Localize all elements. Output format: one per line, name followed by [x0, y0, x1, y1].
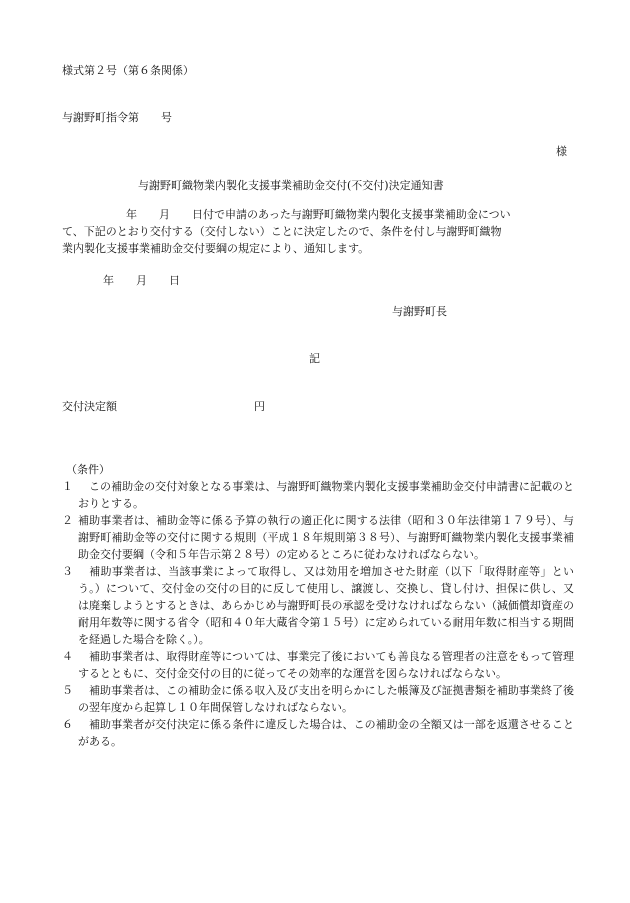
amount-row — [62, 398, 265, 415]
condition-text: 補助事業者は、この補助金に係る収入及び支出を明らかにした帳簿及び証拠書類を補助事業終了後の翌年度から起算し１０年間保管しなければならない。 — [78, 684, 574, 714]
condition-number: １ — [62, 480, 73, 493]
reference-number — [62, 109, 172, 126]
document-title: 与謝野町織物業内製化支援事業補助金交付(不交付)決定通知書 — [138, 179, 444, 192]
date-year: 年 — [103, 274, 114, 287]
condition-item — [62, 716, 574, 750]
body-line-1 — [62, 206, 574, 223]
condition-text: 補助事業者は、当該事業によって取得し、又は効用を増加させた財産（以下「取得財産等」という。）について、交付金の交付の目的に反して使用し、譲渡し、交換し、貸し付け、担保に供し、又は廃棄しようとするときは、あらかじめ与謝野町長の承認を受けなければならない（減価償却資産の耐用年数等に関する省令（昭和４０年大蔵省令第１５号）に定められている耐用年数に相当する期間を経過した場合を除く。）。 — [78, 565, 574, 646]
form-number: 様式第２号（第６条関係） — [62, 64, 194, 77]
condition-number: ２ — [62, 514, 73, 527]
body-month-label: 月 — [159, 208, 170, 221]
date-month: 月 — [136, 274, 147, 287]
body-line-3: 業内製化支援事業補助金交付要綱の規定により、通知します。 — [62, 242, 370, 255]
amount-unit: 円 — [254, 400, 265, 413]
condition-number: ５ — [62, 684, 73, 697]
reference-prefix: 与謝野町指令第 — [62, 111, 139, 124]
condition-number: ４ — [62, 650, 73, 663]
reference-suffix: 号 — [161, 111, 172, 124]
body-paragraph — [62, 206, 574, 257]
conditions-section — [62, 461, 574, 750]
issuer: 与謝野町長 — [392, 305, 447, 318]
condition-item — [62, 648, 574, 682]
condition-text: 補助事業者が交付決定に係る条件に違反した場合は、この補助金の全額又は一部を返還させることがある。 — [78, 718, 574, 748]
condition-item — [62, 478, 574, 512]
addressee-honorific: 様 — [556, 145, 567, 158]
amount-label: 交付決定額 — [62, 400, 117, 413]
conditions-heading: （条件） — [66, 463, 110, 476]
ki-label: 記 — [309, 352, 320, 365]
date-day: 日 — [169, 274, 180, 287]
condition-number: ６ — [62, 718, 73, 731]
notice-date — [103, 272, 180, 289]
condition-item — [62, 682, 574, 716]
body-lead: 日付で申請のあった与謝野町織物業内製化支援事業補助金につい — [192, 208, 511, 221]
condition-number: ３ — [62, 565, 73, 578]
body-line-2: て、下記のとおり交付する（交付しない）ことに決定したので、条件を付し与謝野町織物 — [62, 225, 502, 238]
condition-text: 補助事業者は、補助金等に係る予算の執行の適正化に関する法律（昭和３０年法律第１７９号）、与謝野町補助金等の交付に関する規則（平成１８年規則第３８号）、与謝野町織物業内製化支援事業補助金交付要綱（令和５年告示第２８号）の定めるところに従わなければならない。 — [78, 514, 574, 561]
condition-item — [62, 563, 574, 648]
condition-text: 補助事業者は、取得財産等については、事業完了後においても善良なる管理者の注意をもって管理するとともに、交付金交付の目的に従ってその効率的な運営を図らなければならない。 — [78, 650, 574, 680]
condition-text: この補助金の交付対象となる事業は、与謝野町織物業内製化支援事業補助金交付申請書に記載のとおりとする。 — [78, 480, 574, 510]
body-year-label: 年 — [126, 208, 137, 221]
condition-item — [62, 512, 574, 563]
